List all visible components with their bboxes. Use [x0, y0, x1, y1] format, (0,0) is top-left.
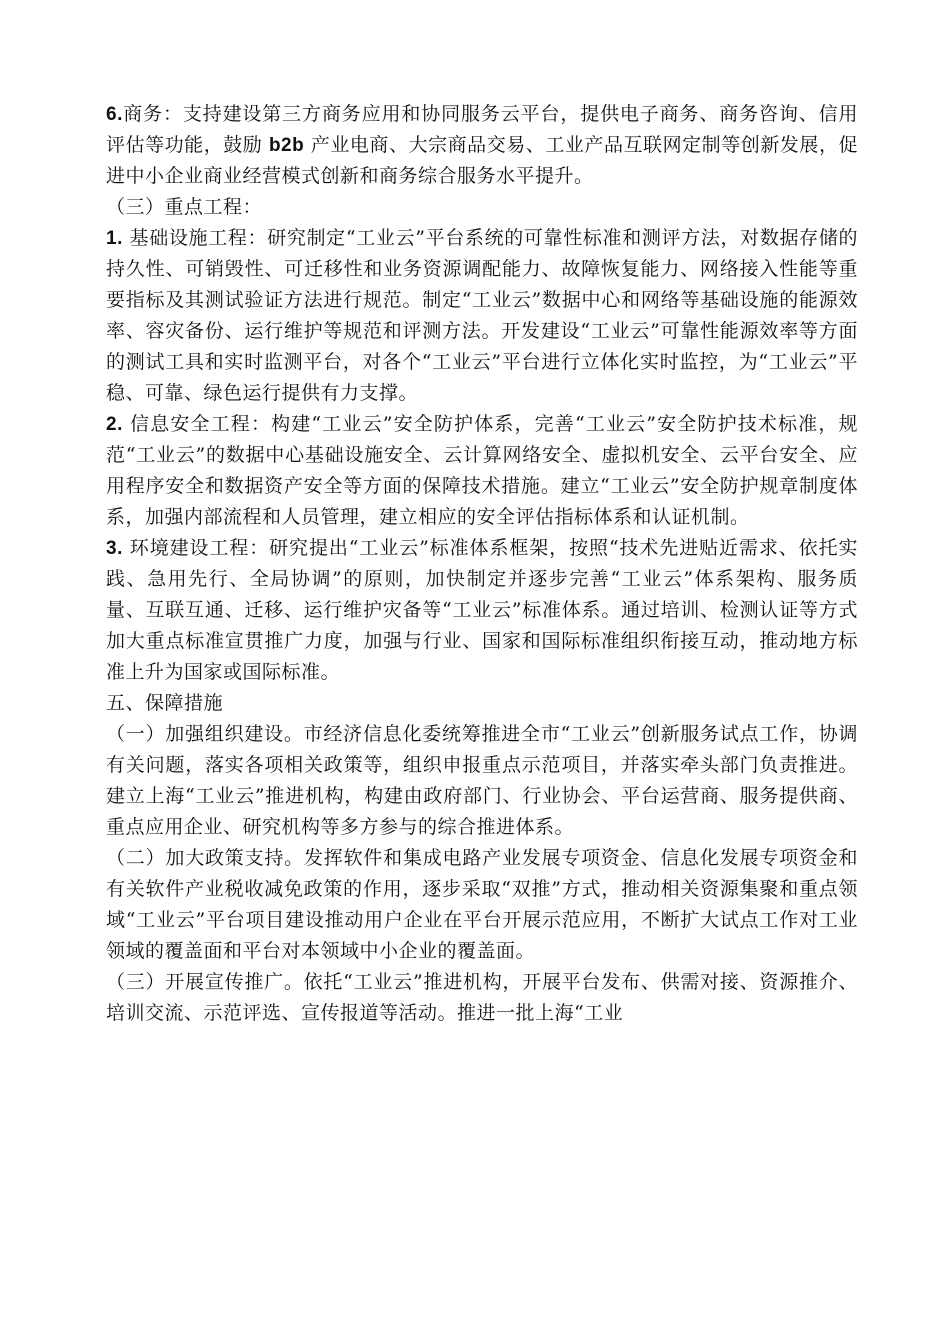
paragraph-environment [106, 533, 858, 688]
item-number: 3. [106, 538, 123, 559]
paragraph-text: 基础设施工程：研究制定“工业云”平台系统的可靠性标准和测评方法，对数据存储的持久性、可销毁性、可迁移性和业务资源调配能力、故障恢复能力、网络接入性能等重要指标及其测试验证方法进行规范。制定“工业云”数据中心和网络等基础设施的能源效率、容灾备份、运行维护等规范和评测方法。开发建设“工业云”可靠性能源效率等方面的测试工具和实时监测平台，对各个“工业云”平台进行立体化实时监控，为“工业云”平稳、可靠、绿色运行提供有力支撑。 [106, 227, 858, 404]
paragraph-text: 环境建设工程：研究提出“工业云”标准体系框架，按照“技术先进贴近需求、依托实践、急用先行、全局协调”的原则，加快制定并逐步完善“工业云”体系架构、服务质量、互联互通、迁移、运行维护灾备等“工业云”标准体系。通过培训、检测认证等方式加大重点标准宣贯推广力度，加强与行业、国家和国际标准组织衔接互动，推动地方标准上升为国家或国际标准。 [106, 537, 858, 683]
item-number: 2. [106, 414, 123, 435]
section-heading-key-projects: （三）重点工程： [106, 196, 263, 218]
paragraph-security [106, 409, 858, 533]
paragraph-text: 信息安全工程：构建“工业云”安全防护体系，完善“工业云”安全防护技术标准，规范“工业云”的数据中心基础设施安全、云计算网络安全、虚拟机安全、云平台安全、应用程序安全和数据资产安全等方面的保障技术措施。建立“工业云”安全防护规章制度体系，加强内部流程和人员管理，建立相应的安全评估指标体系和认证机制。 [106, 413, 858, 528]
paragraph-organization: （一）加强组织建设。市经济信息化委统筹推进全市“工业云”创新服务试点工作，协调有关问题，落实各项相关政策等，组织申报重点示范项目，并落实牵头部门负责推进。建立上海“工业云”推进机构，构建由政府部门、行业协会、平台运营商、服务提供商、重点应用企业、研究机构等多方参与的综合推进体系。 [106, 723, 858, 838]
paragraph-text: 商务：支持建设第三方商务应用和协同服务云平台，提供电子商务、商务咨询、信用评估等功能，鼓励 [106, 103, 858, 156]
paragraph-commerce [106, 99, 858, 192]
paragraph-policy: （二）加大政策支持。发挥软件和集成电路产业发展专项资金、信息化发展专项资金和有关软件产业税收减免政策的作用，逐步采取“双推”方式，推动相关资源集聚和重点领域“工业云”平台项目建设推动用户企业在平台开展示范应用，不断扩大试点工作对工业领域的覆盖面和平台对本领域中小企业的覆盖面。 [106, 847, 858, 962]
paragraph-text: 产业电商、大宗商品交易、工业产品互联网定制等创新发展，促进中小企业商业经营模式创新和商务综合服务水平提升。 [106, 134, 858, 187]
section-heading-safeguards: 五、保障措施 [106, 692, 224, 714]
paragraph-promotion: （三）开展宣传推广。依托“工业云”推进机构，开展平台发布、供需对接、资源推介、培训交流、示范评选、宣传报道等活动。推进一批上海“工业 [106, 971, 858, 1024]
document-page [106, 99, 858, 1029]
item-number: 6. [106, 104, 123, 125]
item-number: 1. [106, 228, 123, 249]
latin-term: b2b [268, 135, 305, 156]
paragraph-infrastructure [106, 223, 858, 409]
